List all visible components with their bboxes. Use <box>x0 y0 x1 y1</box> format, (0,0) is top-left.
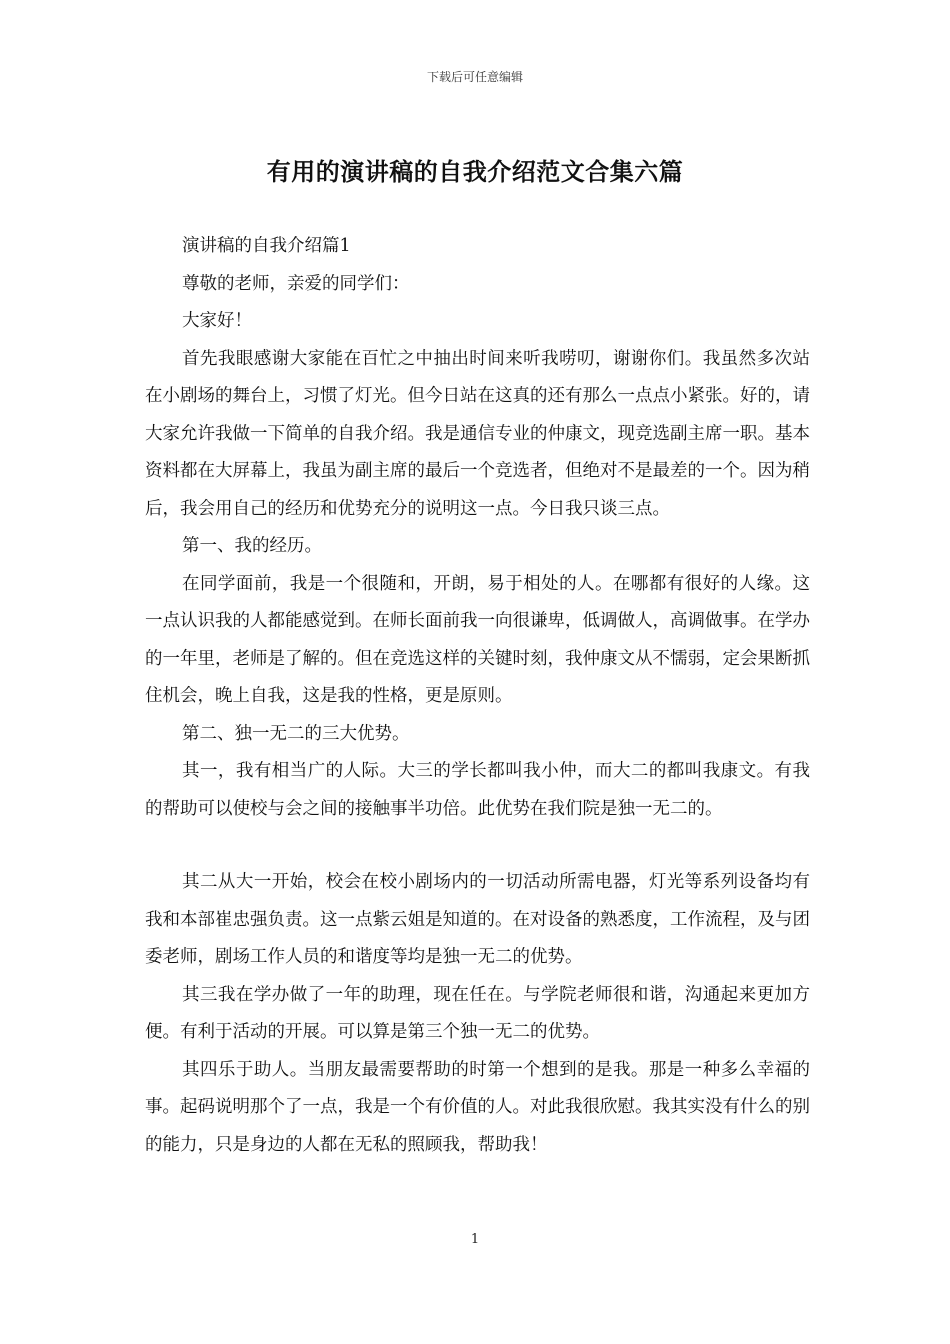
paragraph: 其四乐于助人。当朋友最需要帮助的时第一个想到的是我。那是一种多么幸福的事。起码说明那个了一点，我是一个有价值的人。对此我很欣慰。我其实没有什么的别的能力，只是身边的人都在无私的照顾我，帮助我！ <box>145 1059 810 1155</box>
paragraph-gap <box>145 828 810 864</box>
greeting: 大家好！ <box>182 311 252 331</box>
document-title: 有用的演讲稿的自我介绍范文合集六篇 <box>266 157 684 186</box>
paragraph: 其一，我有相当广的人际。大三的学长都叫我小仲，而大二的都叫我康文。有我的帮助可以使校与会之间的接触事半功倍。此优势在我们院是独一无二的。 <box>145 761 810 819</box>
paragraph: 首先我眼感谢大家能在百忙之中抽出时间来听我唠叨，谢谢你们。我虽然多次站在小剧场的舞台上，习惯了灯光。但今日站在这真的还有那么一点点小紧张。好的，请大家允许我做一下简单的自我介绍。我是通信专业的仲康文，现竞选副主席一职。基本资料都在大屏幕上，我虽为副主席的最后一个竞选者，但绝对不是最差的一个。因为稍后，我会用自己的经历和优势充分的说明这一点。今日我只谈三点。 <box>145 348 810 519</box>
document-body <box>145 228 810 1164</box>
salutation: 尊敬的老师，亲爱的同学们： <box>182 273 410 294</box>
paragraph: 其三我在学办做了一年的助理，现在任在。与学院老师很和谐，沟通起来更加方便。有利于活动的开展。可以算是第三个独一无二的优势。 <box>145 984 810 1042</box>
section-heading: 演讲稿的自我介绍篇1 <box>182 236 351 256</box>
subheading: 第二、独一无二的三大优势。 <box>182 723 410 744</box>
paragraph: 其二从大一开始，校会在校小剧场内的一切活动所需电器，灯光等系列设备均有我和本部崔忠强负责。这一点紫云姐是知道的。在对设备的熟悉度，工作流程，及与团委老师，剧场工作人员的和谐度等均是独一无二的优势。 <box>145 872 810 967</box>
page-number: 1 <box>470 1232 480 1247</box>
page-header: 下载后可任意编辑 <box>426 70 523 84</box>
subheading: 第一、我的经历。 <box>182 536 322 556</box>
paragraph: 在同学面前，我是一个很随和，开朗，易于相处的人。在哪都有很好的人缘。这一点认识我的人都能感觉到。在师长面前我一向很谦卑，低调做人，高调做事。在学办的一年里，老师是了解的。但在竞选这样的关键时刻，我仲康文从不懦弱，定会果断抓住机会，晚上自我，这是我的性格，更是原则。 <box>145 573 810 706</box>
